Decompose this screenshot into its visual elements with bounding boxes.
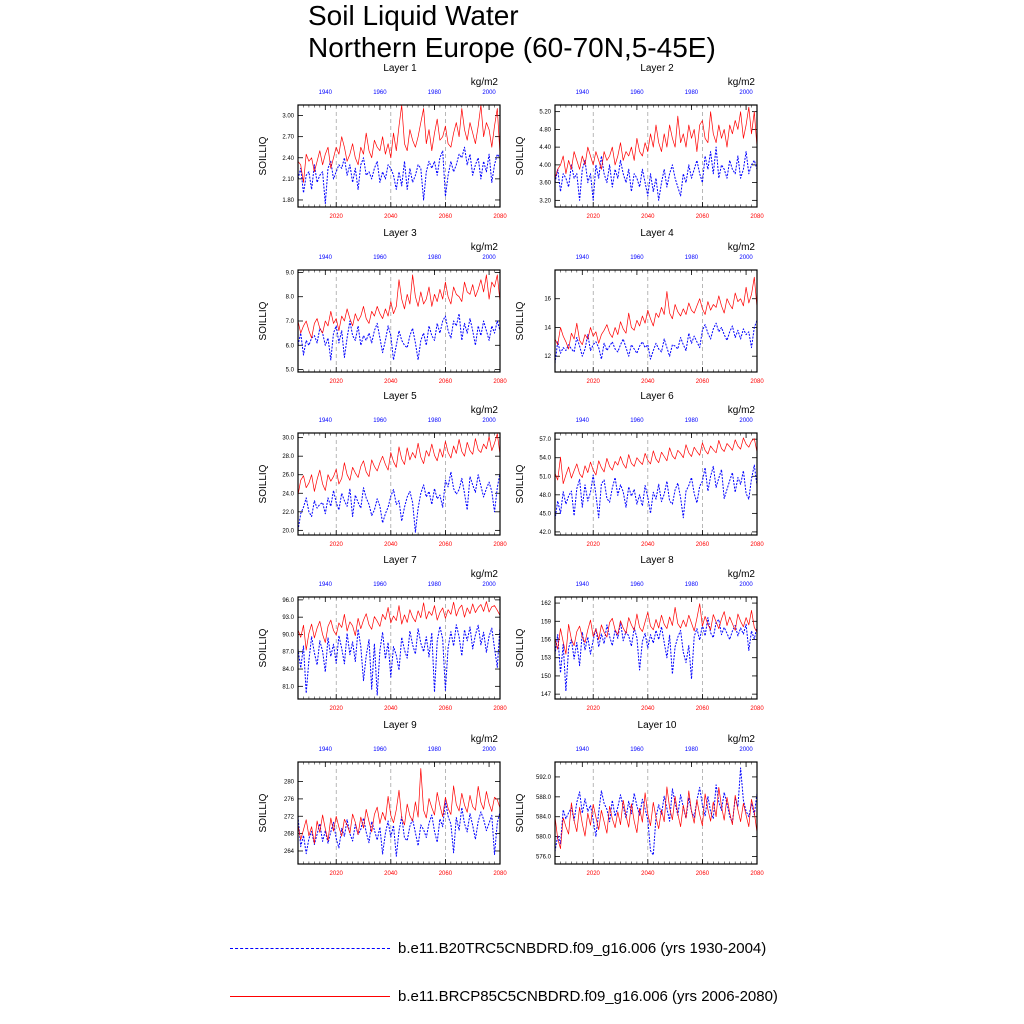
x-top-tick-label: 1960	[373, 747, 387, 753]
x-bottom-tick-label: 2060	[695, 871, 710, 877]
y-tick-label: 54.0	[539, 455, 551, 462]
x-bottom-tick-label: 2080	[750, 379, 764, 385]
y-tick-label: 264	[283, 848, 294, 855]
chart-layer-8	[515, 555, 764, 712]
y-tick-label: 8.0	[285, 294, 294, 301]
units-label: kg/m2	[727, 569, 755, 580]
chart-title: Layer 1	[383, 63, 417, 74]
x-bottom-tick-label: 2060	[695, 214, 710, 220]
chart-layer-4	[515, 228, 764, 385]
x-top-tick-label: 1980	[684, 582, 699, 588]
series-line-rcp85	[298, 275, 500, 338]
units-label: kg/m2	[470, 77, 498, 88]
series-line-historical	[298, 801, 500, 857]
legend-label-historical: b.e11.B20TRC5CNBDRD.f09_g16.006 (yrs 1930-2004)	[398, 939, 767, 957]
x-bottom-tick-label: 2040	[641, 706, 655, 712]
y-tick-label: 7.0	[285, 319, 294, 325]
x-bottom-tick-label: 2020	[586, 379, 600, 385]
x-bottom-tick-label: 2080	[750, 214, 764, 220]
y-tick-label: 276	[283, 796, 294, 803]
x-bottom-tick-label: 2080	[750, 871, 764, 877]
x-top-tick-label: 1960	[630, 90, 644, 96]
chart-layer-3	[258, 228, 507, 385]
y-tick-label: 12	[544, 354, 551, 361]
x-top-tick-label: 2000	[482, 255, 496, 261]
x-top-tick-label: 2000	[739, 582, 753, 588]
x-top-tick-label: 1980	[684, 255, 699, 261]
y-tick-label: 87.0	[282, 649, 294, 656]
y-tick-label: 4.80	[539, 127, 551, 134]
x-bottom-tick-label: 2040	[384, 706, 398, 712]
legend-entry-rcp85	[230, 984, 778, 1008]
x-bottom-tick-label: 2040	[641, 871, 655, 877]
y-tick-label: 1.80	[282, 197, 294, 204]
x-bottom-tick-label: 2040	[641, 214, 655, 220]
x-top-tick-label: 1940	[318, 747, 332, 753]
y-tick-label: 2.10	[282, 176, 294, 183]
plot-frame	[555, 270, 757, 372]
x-top-tick-label: 2000	[739, 747, 753, 753]
y-tick-label: 584.0	[535, 814, 551, 821]
y-tick-label: 159	[540, 619, 551, 626]
x-bottom-tick-label: 2040	[641, 379, 655, 385]
y-tick-label: 3.20	[539, 198, 551, 205]
x-bottom-tick-label: 2020	[586, 706, 600, 712]
y-tick-label: 3.00	[282, 113, 294, 120]
legend-swatch-historical	[230, 948, 390, 949]
y-tick-label: 268	[283, 831, 294, 838]
chart-layer-7	[258, 555, 507, 712]
y-tick-label: 272	[283, 814, 294, 821]
y-tick-label: 9.0	[285, 270, 294, 277]
x-top-tick-label: 1940	[575, 418, 589, 424]
series-line-historical	[298, 625, 500, 695]
chart-title: Layer 2	[640, 63, 674, 74]
units-label: kg/m2	[727, 242, 755, 253]
chart-title: Layer 4	[640, 228, 674, 239]
x-bottom-tick-label: 2060	[695, 706, 710, 712]
x-bottom-tick-label: 2020	[586, 871, 600, 877]
chart-title: Layer 5	[383, 391, 417, 402]
units-label: kg/m2	[727, 77, 755, 88]
x-bottom-tick-label: 2020	[329, 542, 343, 548]
series-line-rcp85	[555, 438, 757, 484]
y-tick-label: 20.0	[282, 528, 294, 535]
y-axis-label: SOILLIQ	[258, 628, 269, 668]
y-tick-label: 2.70	[282, 134, 294, 141]
x-top-tick-label: 2000	[482, 418, 496, 424]
x-top-tick-label: 1980	[427, 90, 442, 96]
chart-title: Layer 7	[383, 555, 417, 566]
y-tick-label: 592.0	[535, 774, 551, 781]
x-top-tick-label: 1980	[427, 582, 442, 588]
x-top-tick-label: 2000	[482, 747, 496, 753]
x-top-tick-label: 1940	[318, 582, 332, 588]
x-bottom-tick-label: 2080	[750, 706, 764, 712]
x-top-tick-label: 1940	[575, 747, 589, 753]
plot-frame	[555, 433, 757, 535]
y-tick-label: 280	[283, 779, 294, 786]
y-tick-label: 45.0	[539, 511, 551, 518]
y-tick-label: 81.0	[282, 684, 294, 691]
y-tick-label: 28.0	[282, 454, 294, 461]
legend-entry-historical	[230, 936, 766, 960]
chart-layer-5	[258, 391, 507, 548]
series-line-historical	[555, 147, 757, 200]
x-top-tick-label: 1940	[318, 418, 332, 424]
y-tick-label: 4.40	[539, 145, 551, 152]
units-label: kg/m2	[470, 569, 498, 580]
y-tick-label: 4.00	[539, 162, 551, 169]
x-top-tick-label: 2000	[739, 255, 753, 261]
x-bottom-tick-label: 2020	[586, 214, 600, 220]
y-tick-label: 156	[540, 637, 551, 644]
y-axis-label: SOILLIQ	[258, 464, 269, 504]
x-bottom-tick-label: 2040	[384, 214, 398, 220]
y-tick-label: 5.20	[539, 109, 551, 116]
series-line-historical	[298, 147, 500, 203]
y-tick-label: 22.0	[282, 509, 294, 516]
y-tick-label: 16	[544, 296, 551, 303]
x-top-tick-label: 2000	[739, 90, 753, 96]
y-tick-label: 5.0	[285, 367, 294, 374]
x-top-tick-label: 1960	[630, 747, 644, 753]
chart-title: Layer 6	[640, 391, 674, 402]
units-label: kg/m2	[470, 734, 498, 745]
x-top-tick-label: 1980	[684, 747, 699, 753]
series-line-rcp85	[555, 604, 757, 654]
y-tick-label: 14	[544, 325, 551, 332]
y-axis-label: SOILLIQ	[515, 628, 526, 668]
x-bottom-tick-label: 2020	[329, 214, 343, 220]
x-top-tick-label: 1940	[318, 90, 332, 96]
x-top-tick-label: 1980	[427, 418, 442, 424]
y-tick-label: 42.0	[539, 529, 551, 536]
y-tick-label: 2.40	[282, 155, 294, 162]
x-bottom-tick-label: 2040	[384, 379, 398, 385]
x-bottom-tick-label: 2080	[493, 214, 507, 220]
y-tick-label: 30.0	[282, 435, 294, 442]
y-tick-label: 51.0	[539, 474, 551, 481]
x-bottom-tick-label: 2040	[641, 542, 655, 548]
chart-layer-2	[515, 63, 764, 220]
x-top-tick-label: 1960	[630, 582, 644, 588]
y-axis-label: SOILLIQ	[258, 793, 269, 833]
x-bottom-tick-label: 2060	[695, 379, 710, 385]
series-line-historical	[298, 314, 500, 360]
y-axis-label: SOILLIQ	[515, 136, 526, 176]
legend-swatch-rcp85	[230, 996, 390, 997]
x-bottom-tick-label: 2080	[750, 542, 764, 548]
y-tick-label: 576.0	[535, 854, 551, 861]
x-top-tick-label: 1940	[575, 90, 589, 96]
y-tick-label: 24.0	[282, 491, 294, 498]
y-tick-label: 57.0	[539, 437, 551, 444]
x-bottom-tick-label: 2020	[329, 379, 343, 385]
chart-layer-10	[515, 720, 764, 877]
x-bottom-tick-label: 2040	[384, 871, 398, 877]
x-top-tick-label: 1960	[373, 418, 387, 424]
chart-title: Layer 9	[383, 720, 417, 731]
main-title-line2: Northern Europe (60-70N,5-45E)	[308, 32, 716, 63]
x-top-tick-label: 1960	[630, 418, 644, 424]
series-line-rcp85	[555, 107, 757, 178]
chart-title: Layer 3	[383, 228, 417, 239]
plot-frame	[555, 762, 757, 864]
y-tick-label: 26.0	[282, 472, 294, 479]
chart-layer-1	[258, 63, 507, 220]
y-tick-label: 90.0	[282, 632, 294, 639]
x-top-tick-label: 1960	[630, 255, 644, 261]
x-bottom-tick-label: 2060	[438, 542, 453, 548]
x-top-tick-label: 2000	[739, 418, 753, 424]
x-bottom-tick-label: 2080	[493, 379, 507, 385]
series-line-historical	[555, 768, 757, 855]
plot-frame	[298, 762, 500, 864]
chart-title: Layer 10	[637, 720, 677, 731]
main-title-line1: Soil Liquid Water	[308, 0, 519, 31]
series-line-historical	[298, 472, 500, 532]
x-top-tick-label: 2000	[482, 90, 496, 96]
y-tick-label: 84.0	[282, 667, 294, 674]
x-bottom-tick-label: 2060	[438, 379, 453, 385]
x-bottom-tick-label: 2040	[384, 542, 398, 548]
x-bottom-tick-label: 2080	[493, 871, 507, 877]
x-top-tick-label: 2000	[482, 582, 496, 588]
units-label: kg/m2	[727, 734, 755, 745]
x-bottom-tick-label: 2080	[493, 542, 507, 548]
y-axis-label: SOILLIQ	[515, 464, 526, 504]
x-bottom-tick-label: 2060	[695, 542, 710, 548]
x-bottom-tick-label: 2080	[493, 706, 507, 712]
series-line-rcp85	[555, 787, 757, 849]
units-label: kg/m2	[470, 242, 498, 253]
y-axis-label: SOILLIQ	[258, 301, 269, 341]
y-axis-label: SOILLIQ	[258, 136, 269, 176]
y-tick-label: 147	[540, 692, 551, 699]
y-tick-label: 153	[540, 655, 551, 662]
x-bottom-tick-label: 2060	[438, 871, 453, 877]
x-top-tick-label: 1940	[575, 255, 589, 261]
y-tick-label: 6.0	[285, 343, 294, 350]
y-tick-label: 162	[540, 601, 551, 608]
y-tick-label: 3.60	[539, 180, 551, 187]
x-top-tick-label: 1960	[373, 90, 387, 96]
y-tick-label: 93.0	[282, 615, 294, 622]
chart-layer-6	[515, 391, 764, 548]
legend-label-rcp85: b.e11.BRCP85C5CNBDRD.f09_g16.006 (yrs 2006-2080)	[398, 987, 778, 1005]
plot-frame	[298, 270, 500, 372]
x-top-tick-label: 1980	[427, 747, 442, 753]
series-line-rcp85	[555, 277, 757, 349]
x-top-tick-label: 1960	[373, 255, 387, 261]
series-line-historical	[555, 618, 757, 692]
x-top-tick-label: 1980	[684, 418, 699, 424]
y-tick-label: 96.0	[282, 597, 294, 604]
x-top-tick-label: 1980	[684, 90, 699, 96]
units-label: kg/m2	[470, 405, 498, 416]
x-bottom-tick-label: 2020	[329, 706, 343, 712]
series-line-historical	[555, 465, 757, 519]
units-label: kg/m2	[727, 405, 755, 416]
y-tick-label: 48.0	[539, 492, 551, 499]
y-tick-label: 150	[540, 673, 551, 680]
y-axis-label: SOILLIQ	[515, 793, 526, 833]
x-bottom-tick-label: 2020	[329, 871, 343, 877]
x-bottom-tick-label: 2020	[586, 542, 600, 548]
x-bottom-tick-label: 2060	[438, 706, 453, 712]
chart-title: Layer 8	[640, 555, 674, 566]
series-line-historical	[555, 320, 757, 363]
y-tick-label: 588.0	[535, 794, 551, 801]
x-top-tick-label: 1960	[373, 582, 387, 588]
x-top-tick-label: 1940	[575, 582, 589, 588]
x-bottom-tick-label: 2060	[438, 214, 453, 220]
x-top-tick-label: 1980	[427, 255, 442, 261]
y-tick-label: 580.0	[535, 834, 551, 841]
x-top-tick-label: 1940	[318, 255, 332, 261]
plot-frame	[555, 105, 757, 207]
y-axis-label: SOILLIQ	[515, 301, 526, 341]
chart-layer-9	[258, 720, 507, 877]
